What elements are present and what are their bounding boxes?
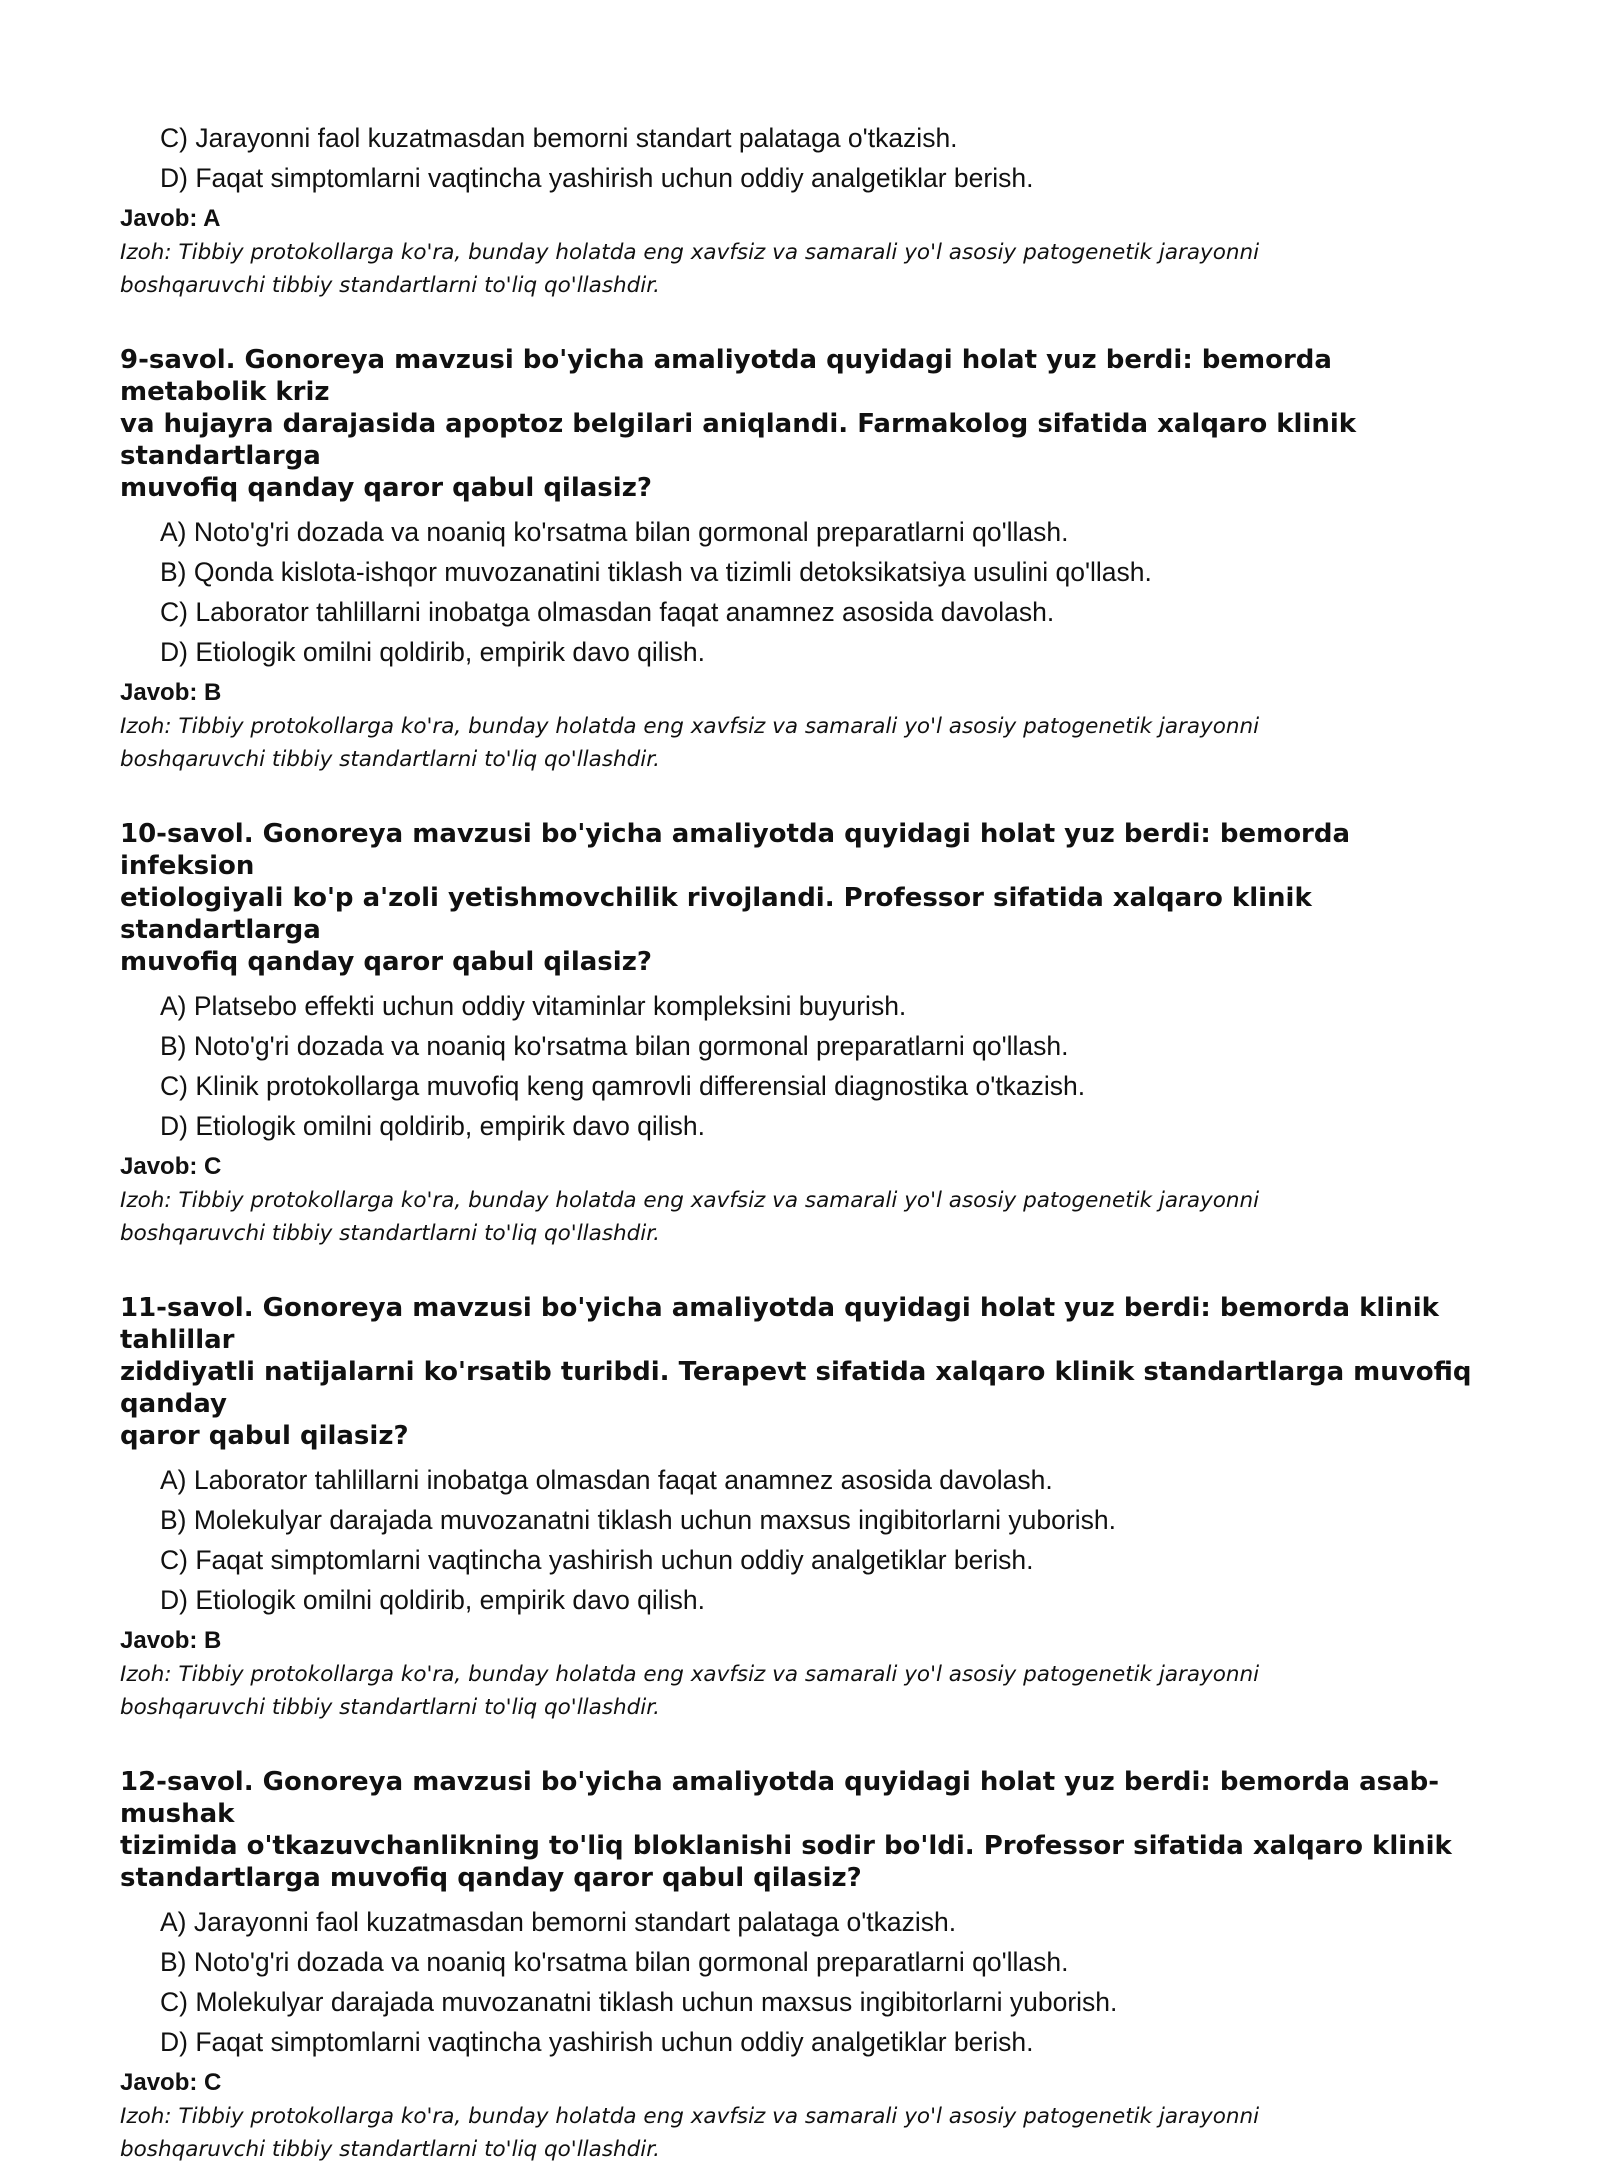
question-title-line: standartlarga muvofiq qanday qaror qabul qilasiz? [120, 1863, 862, 1893]
question-11 [120, 1292, 1480, 1724]
question-title-line: muvofiq qanday qaror qabul qilasiz? [120, 947, 652, 977]
explanation-note [120, 1184, 1480, 1250]
question-title-line: va hujayra darajasida apoptoz belgilari aniqlandi. Farmakolog sifatida xalqaro klinik standartlarga [120, 409, 1357, 471]
option-a: A) Noto'g'ri dozada va noaniq ko'rsatma bilan gormonal preparatlarni qo'llash. [160, 517, 1069, 547]
option-d: D) Faqat simptomlarni vaqtincha yashirish uchun oddiy analgetiklar berish. [160, 163, 1034, 193]
note-line: boshqaruvchi tibbiy standartlarni to'liq qo'llashdir. [120, 1695, 660, 1720]
note-line: Izoh: Tibbiy protokollarga ko'ra, bunday holatda eng xavfsiz va samarali yo'l asosiy patogenetik jarayonni [120, 2104, 1260, 2129]
option-c: C) Laborator tahlillarni inobatga olmasdan faqat anamnez asosida davolash. [160, 597, 1055, 627]
option-d: D) Etiologik omilni qoldirib, empirik davo qilish. [160, 637, 705, 667]
option-b: B) Qonda kislota-ishqor muvozanatini tiklash va tizimli detoksikatsiya usulini qo'llash. [160, 557, 1152, 587]
answer-label: Javob: B [120, 1627, 222, 1654]
note-line: Izoh: Tibbiy protokollarga ko'ra, bunday holatda eng xavfsiz va samarali yo'l asosiy patogenetik jarayonni [120, 714, 1260, 739]
question-title [120, 1766, 1480, 1894]
option-c: C) Jarayonni faol kuzatmasdan bemorni standart palataga o'tkazish. [160, 123, 958, 153]
question-title-line: 11-savol. Gonoreya mavzusi bo'yicha amaliyotda quyidagi holat yuz berdi: bemorda klinik tahlillar [120, 1293, 1439, 1355]
question-title [120, 818, 1480, 978]
explanation-note [120, 2100, 1480, 2166]
explanation-note [120, 710, 1480, 776]
explanation-note [120, 236, 1480, 302]
question-12 [120, 1766, 1480, 2166]
option-d: D) Etiologik omilni qoldirib, empirik davo qilish. [160, 1585, 705, 1615]
option-a: A) Jarayonni faol kuzatmasdan bemorni standart palataga o'tkazish. [160, 1907, 957, 1937]
previous-question-tail [120, 118, 1480, 302]
question-title-line: tizimida o'tkazuvchanlikning to'liq bloklanishi sodir bo'ldi. Professor sifatida xalqaro klinik [120, 1831, 1452, 1861]
option-a: A) Laborator tahlillarni inobatga olmasdan faqat anamnez asosida davolash. [160, 1465, 1053, 1495]
question-title-line: muvofiq qanday qaror qabul qilasiz? [120, 473, 652, 503]
question-9 [120, 344, 1480, 776]
option-c: C) Molekulyar darajada muvozanatni tiklash uchun maxsus ingibitorlarni yuborish. [160, 1987, 1118, 2017]
question-title [120, 344, 1480, 504]
explanation-note [120, 1658, 1480, 1724]
question-title-line: etiologiyali ko'p a'zoli yetishmovchilik rivojlandi. Professor sifatida xalqaro klinik standartlarga [120, 883, 1312, 945]
option-d: D) Etiologik omilni qoldirib, empirik davo qilish. [160, 1111, 705, 1141]
note-line: boshqaruvchi tibbiy standartlarni to'liq qo'llashdir. [120, 2137, 660, 2162]
answer-label: Javob: B [120, 679, 222, 706]
option-a: A) Platsebo effekti uchun oddiy vitaminlar kompleksini buyurish. [160, 991, 907, 1021]
note-line: boshqaruvchi tibbiy standartlarni to'liq qo'llashdir. [120, 273, 660, 298]
answer-label: Javob: C [120, 2069, 222, 2096]
answer-label: Javob: A [120, 205, 221, 232]
question-title-line: 9-savol. Gonoreya mavzusi bo'yicha amaliyotda quyidagi holat yuz berdi: bemorda metabolik kriz [120, 345, 1332, 407]
document-page [120, 118, 1480, 2166]
question-title-line: qaror qabul qilasiz? [120, 1421, 409, 1451]
note-line: Izoh: Tibbiy protokollarga ko'ra, bunday holatda eng xavfsiz va samarali yo'l asosiy patogenetik jarayonni [120, 240, 1260, 265]
option-b: B) Noto'g'ri dozada va noaniq ko'rsatma bilan gormonal preparatlarni qo'llash. [160, 1947, 1069, 1977]
question-title [120, 1292, 1480, 1452]
note-line: boshqaruvchi tibbiy standartlarni to'liq qo'llashdir. [120, 747, 660, 772]
option-b: B) Molekulyar darajada muvozanatni tiklash uchun maxsus ingibitorlarni yuborish. [160, 1505, 1116, 1535]
note-line: boshqaruvchi tibbiy standartlarni to'liq qo'llashdir. [120, 1221, 660, 1246]
note-line: Izoh: Tibbiy protokollarga ko'ra, bunday holatda eng xavfsiz va samarali yo'l asosiy patogenetik jarayonni [120, 1188, 1260, 1213]
option-d: D) Faqat simptomlarni vaqtincha yashirish uchun oddiy analgetiklar berish. [160, 2027, 1034, 2057]
question-title-line: 10-savol. Gonoreya mavzusi bo'yicha amaliyotda quyidagi holat yuz berdi: bemorda infeksion [120, 819, 1351, 881]
option-c: C) Klinik protokollarga muvofiq keng qamrovli differensial diagnostika o'tkazish. [160, 1071, 1086, 1101]
question-title-line: ziddiyatli natijalarni ko'rsatib turibdi. Terapevt sifatida xalqaro klinik standartlarga muvofiq qanday [120, 1357, 1472, 1419]
option-b: B) Noto'g'ri dozada va noaniq ko'rsatma bilan gormonal preparatlarni qo'llash. [160, 1031, 1069, 1061]
option-c: C) Faqat simptomlarni vaqtincha yashirish uchun oddiy analgetiklar berish. [160, 1545, 1034, 1575]
answer-label: Javob: C [120, 1153, 222, 1180]
note-line: Izoh: Tibbiy protokollarga ko'ra, bunday holatda eng xavfsiz va samarali yo'l asosiy patogenetik jarayonni [120, 1662, 1260, 1687]
question-title-line: 12-savol. Gonoreya mavzusi bo'yicha amaliyotda quyidagi holat yuz berdi: bemorda asab-mushak [120, 1767, 1440, 1829]
question-10 [120, 818, 1480, 1250]
